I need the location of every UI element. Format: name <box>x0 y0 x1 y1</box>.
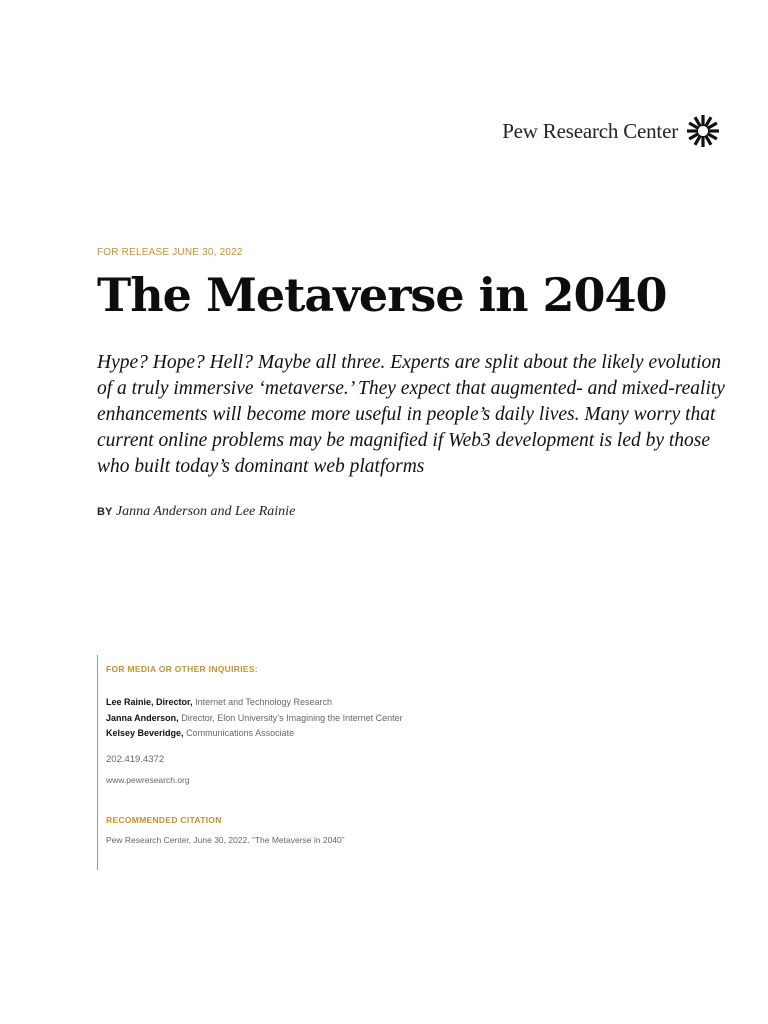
contact-person <box>106 713 403 723</box>
website-link[interactable]: www.pewresearch.org <box>106 775 190 785</box>
contact-role: Internet and Technology Research <box>195 697 332 707</box>
release-date: FOR RELEASE JUNE 30, 2022 <box>97 247 243 258</box>
contact-name: Lee Rainie, Director, <box>106 697 193 707</box>
phone-number: 202.419.4372 <box>106 754 165 765</box>
citation-text: Pew Research Center, June 30, 2022. “The Metaverse in 2040” <box>106 835 345 845</box>
contact-role: Director, Elon University’s Imagining the Internet Center <box>181 713 403 723</box>
report-subtitle: Hype? Hope? Hell? Maybe all three. Experts are split about the likely evolution of a truly immersive ‘metaverse.’ They expect that augmented- and mixed-reality enhancements will become more useful in people’s daily lives. Many worry that current online problems may be magnified if Web3 development is led by those who built today’s dominant web platforms <box>97 352 725 477</box>
byline-authors: Janna Anderson and Lee Rainie <box>115 504 296 519</box>
sunburst-icon <box>686 114 720 148</box>
byline-prefix: BY <box>97 506 113 518</box>
contact-name: Kelsey Beveridge, <box>106 728 184 738</box>
contact-person <box>106 697 332 707</box>
byline <box>97 503 295 520</box>
contact-person <box>106 728 294 738</box>
contact-name: Janna Anderson, <box>106 713 179 723</box>
logo-text: Pew Research Center <box>502 118 678 143</box>
contact-role: Communications Associate <box>186 728 295 738</box>
contact-block <box>97 655 617 870</box>
page-title: The Metaverse in 2040 <box>97 268 667 322</box>
pew-logo <box>502 114 720 148</box>
media-inquiries-heading: FOR MEDIA OR OTHER INQUIRIES: <box>106 664 258 674</box>
citation-heading: RECOMMENDED CITATION <box>106 815 222 825</box>
